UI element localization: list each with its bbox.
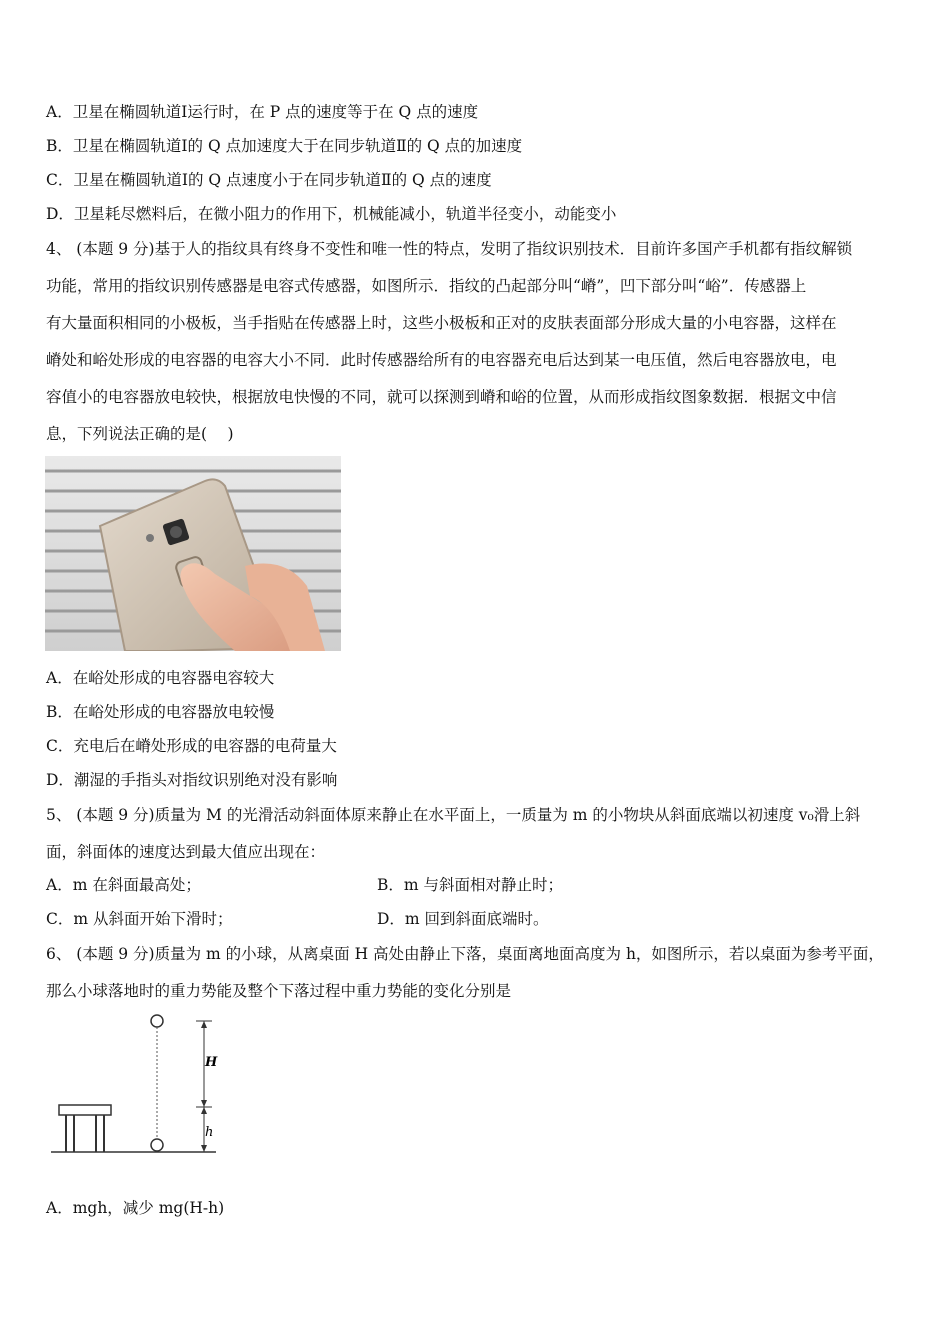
q4-option-b: B．在峪处形成的电容器放电较慢: [46, 703, 275, 721]
height-label-h: h: [205, 1125, 214, 1140]
q4-option-c: C．充电后在嵴处形成的电容器的电荷量大: [46, 737, 337, 755]
q5-option-b: B．m 与斜面相对静止时；: [377, 876, 564, 894]
q5-option-d: D．m 回到斜面底端时。: [377, 910, 549, 928]
q4-stem-line: 4、 (本题 9 分)基于人的指纹具有终身不变性和唯一性的特点，发明了指纹识别技术．目前许多国产手机都有指纹解锁: [46, 240, 853, 258]
q6-stem-line: 6、 (本题 9 分)质量为 m 的小球，从离桌面 H 高处由静止下落，桌面离地面高度为 h，如图所示，若以桌面为参考平面，: [46, 945, 884, 963]
q3-option-b: B．卫星在椭圆轨道Ⅰ的 Q 点加速度大于在同步轨道Ⅱ的 Q 点的加速度: [46, 137, 523, 155]
q4-option-d: D．潮湿的手指头对指纹识别绝对没有影响: [46, 771, 338, 789]
q5-stem-line: 面，斜面体的速度达到最大值应出现在：: [46, 843, 326, 861]
q3-option-a: A．卫星在椭圆轨道Ⅰ运行时，在 P 点的速度等于在 Q 点的速度: [46, 103, 479, 121]
q4-option-a: A．在峪处形成的电容器电容较大: [46, 669, 275, 687]
q6-stem-line: 那么小球落地时的重力势能及整个下落过程中重力势能的变化分别是: [46, 982, 512, 1000]
q4-stem-line: 嵴处和峪处形成的电容器的电容大小不同．此时传感器给所有的电容器充电后达到某一电压值，然后电容器放电，电: [46, 351, 837, 369]
falling-ball-diagram: [46, 1010, 226, 1160]
q4-stem-line: 息，下列说法正确的是( ): [46, 425, 234, 443]
q3-option-d: D．卫星耗尽燃料后，在微小阻力的作用下，机械能减小，轨道半径变小，动能变小: [46, 205, 617, 223]
height-label-H: H: [205, 1055, 218, 1070]
q5-option-a: A．m 在斜面最高处；: [46, 876, 201, 894]
q4-stem-line: 功能，常用的指纹识别传感器是电容式传感器，如图所示．指纹的凸起部分叫“嵴”，凹下部分叫“峪”．传感器上: [46, 277, 807, 295]
q4-stem-line: 容值小的电容器放电较快，根据放电快慢的不同，就可以探测到嵴和峪的位置，从而形成指纹图象数据．根据文中信: [46, 388, 837, 406]
q5-option-c: C．m 从斜面开始下滑时；: [46, 910, 233, 928]
q4-stem-line: 有大量面积相同的小极板，当手指贴在传感器上时，这些小极板和正对的皮肤表面部分形成大量的小电容器，这样在: [46, 314, 837, 332]
q5-stem-line: 5、 (本题 9 分)质量为 M 的光滑活动斜面体原来静止在水平面上，一质量为 m 的小物块从斜面底端以初速度 v₀滑上斜: [46, 806, 861, 824]
q3-option-c: C．卫星在椭圆轨道Ⅰ的 Q 点速度小于在同步轨道Ⅱ的 Q 点的速度: [46, 171, 492, 189]
q6-option-a: A．mgh，减少 mg(H-h): [46, 1199, 225, 1217]
fingerprint-phone-photo: [45, 456, 341, 651]
